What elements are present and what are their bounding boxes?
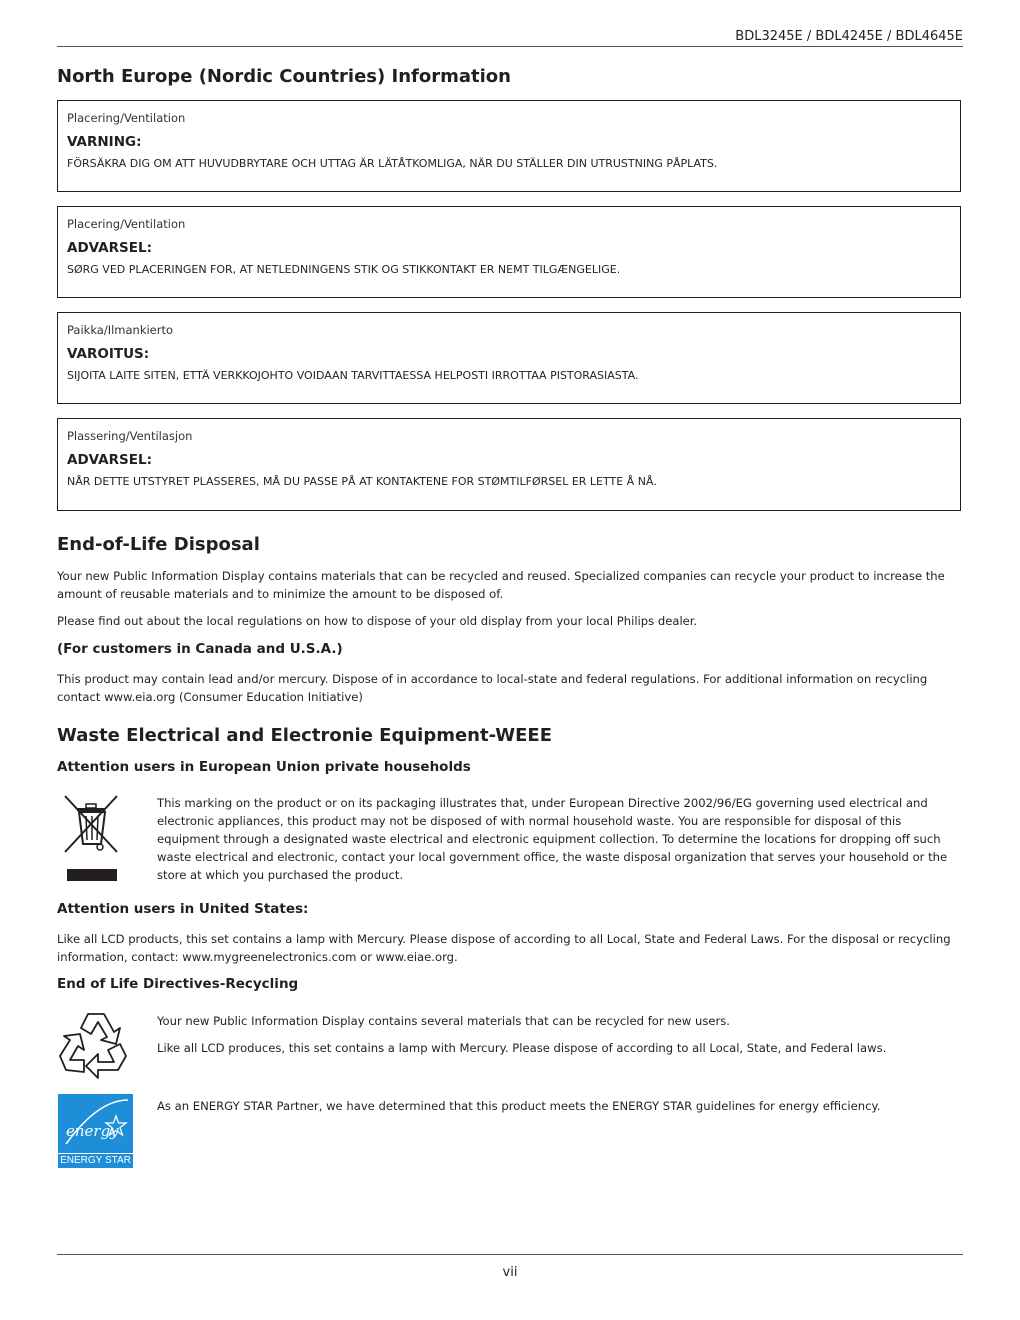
box-heading: Placering/Ventilation (67, 217, 186, 231)
page-header (57, 28, 963, 47)
box-heading: Placering/Ventilation (67, 111, 186, 125)
box-label: VAROITUS: (67, 346, 150, 362)
recycling-heading: End of Life Directives-Recycling (57, 976, 299, 992)
energy-text: As an ENERGY STAR Partner, we have determined that this product meets the ENERGY STAR guidelines for energy efficiency. (157, 1099, 881, 1113)
eol-paragraph-1: Your new Public Information Display contains materials that can be recycled and reused. Specialized companies can recycle your product to increase the amount of reusable materials and to minimize the amount to be disposed of. (57, 569, 945, 601)
model-numbers: BDL3245E / BDL4245E / BDL4645E (735, 29, 963, 44)
eu-heading: Attention users in European Union private households (57, 759, 471, 775)
us-heading: Attention users in United States: (57, 901, 309, 917)
canada-heading: (For customers in Canada and U.S.A.) (57, 641, 343, 657)
box-label: VARNING: (67, 134, 142, 150)
box-label: ADVARSEL: (67, 240, 152, 256)
warning-box-norwegian (57, 418, 961, 511)
eol-title: End-of-Life Disposal (57, 534, 260, 555)
recycling-text-1: Your new Public Information Display contains several materials that can be recycled for new users. (157, 1014, 730, 1028)
energy-star-logo (58, 1094, 133, 1168)
warning-box-swedish (57, 100, 961, 192)
box-text: FÖRSÄKRA DIG OM ATT HUVUDBRYTARE OCH UTTAG ÄR LÄTÅTKOMLIGA, NÄR DU STÄLLER DIN UTRUSTNING PÅPLATS. (67, 157, 718, 170)
page-footer (57, 1254, 963, 1280)
warning-box-danish (57, 206, 961, 298)
eol-paragraph-2: Please find out about the local regulations on how to dispose of your old display from your local Philips dealer. (57, 614, 698, 628)
energy-star-label: ENERGY STAR (58, 1153, 133, 1168)
weee-title: Waste Electrical and Electronie Equipment-WEEE (57, 725, 552, 746)
weee-bin-icon (59, 794, 121, 886)
us-text: Like all LCD products, this set contains a lamp with Mercury. Please dispose of according to all Local, State and Federal Laws. For the disposal or recycling information, contact: www.mygreenelectronics.com or www.eiae.org. (57, 932, 951, 964)
box-text: NÅR DETTE UTSTYRET PLASSERES, MÅ DU PASSE PÅ AT KONTAKTENE FOR STØMTILFØRSEL ER LETTE Å NÅ. (67, 475, 657, 488)
eu-text: This marking on the product or on its packaging illustrates that, under European Directive 2002/96/EG governing used electrical and electronic appliances, this product may not be disposed of with normal household waste. You are responsible for disposal of this equipment through a designated waste electrical and electronic equipment collection. To determine the locations for dropping off such waste electrical and electronic, contact your local government office, the waste disposal organization that serves your household or the store at which you purchased the product. (157, 796, 948, 882)
warning-box-finnish (57, 312, 961, 404)
nordic-title: North Europe (Nordic Countries) Information (57, 66, 511, 87)
energy-script-text: energy (66, 1122, 119, 1140)
recycling-text-2: Like all LCD produces, this set contains a lamp with Mercury. Please dispose of according to all Local, State, and Federal laws. (157, 1041, 887, 1055)
canada-text: This product may contain lead and/or mercury. Dispose of in accordance to local-state and federal regulations. For additional information on recycling contact www.eia.org (Consumer Education Initiative) (57, 672, 928, 704)
box-text: SIJOITA LAITE SITEN, ETTÄ VERKKOJOHTO VOIDAAN TARVITTAESSA HELPOSTI IRROTTAA PISTORASIASTA. (67, 369, 639, 382)
box-text: SØRG VED PLACERINGEN FOR, AT NETLEDNINGENS STIK OG STIKKONTAKT ER NEMT TILGÆNGELIGE. (67, 263, 621, 276)
box-heading: Paikka/Ilmankierto (67, 323, 174, 337)
box-heading: Plassering/Ventilasjon (67, 429, 193, 443)
page-number: vii (502, 1265, 518, 1280)
box-label: ADVARSEL: (67, 452, 152, 468)
recycle-icon (58, 1010, 134, 1088)
